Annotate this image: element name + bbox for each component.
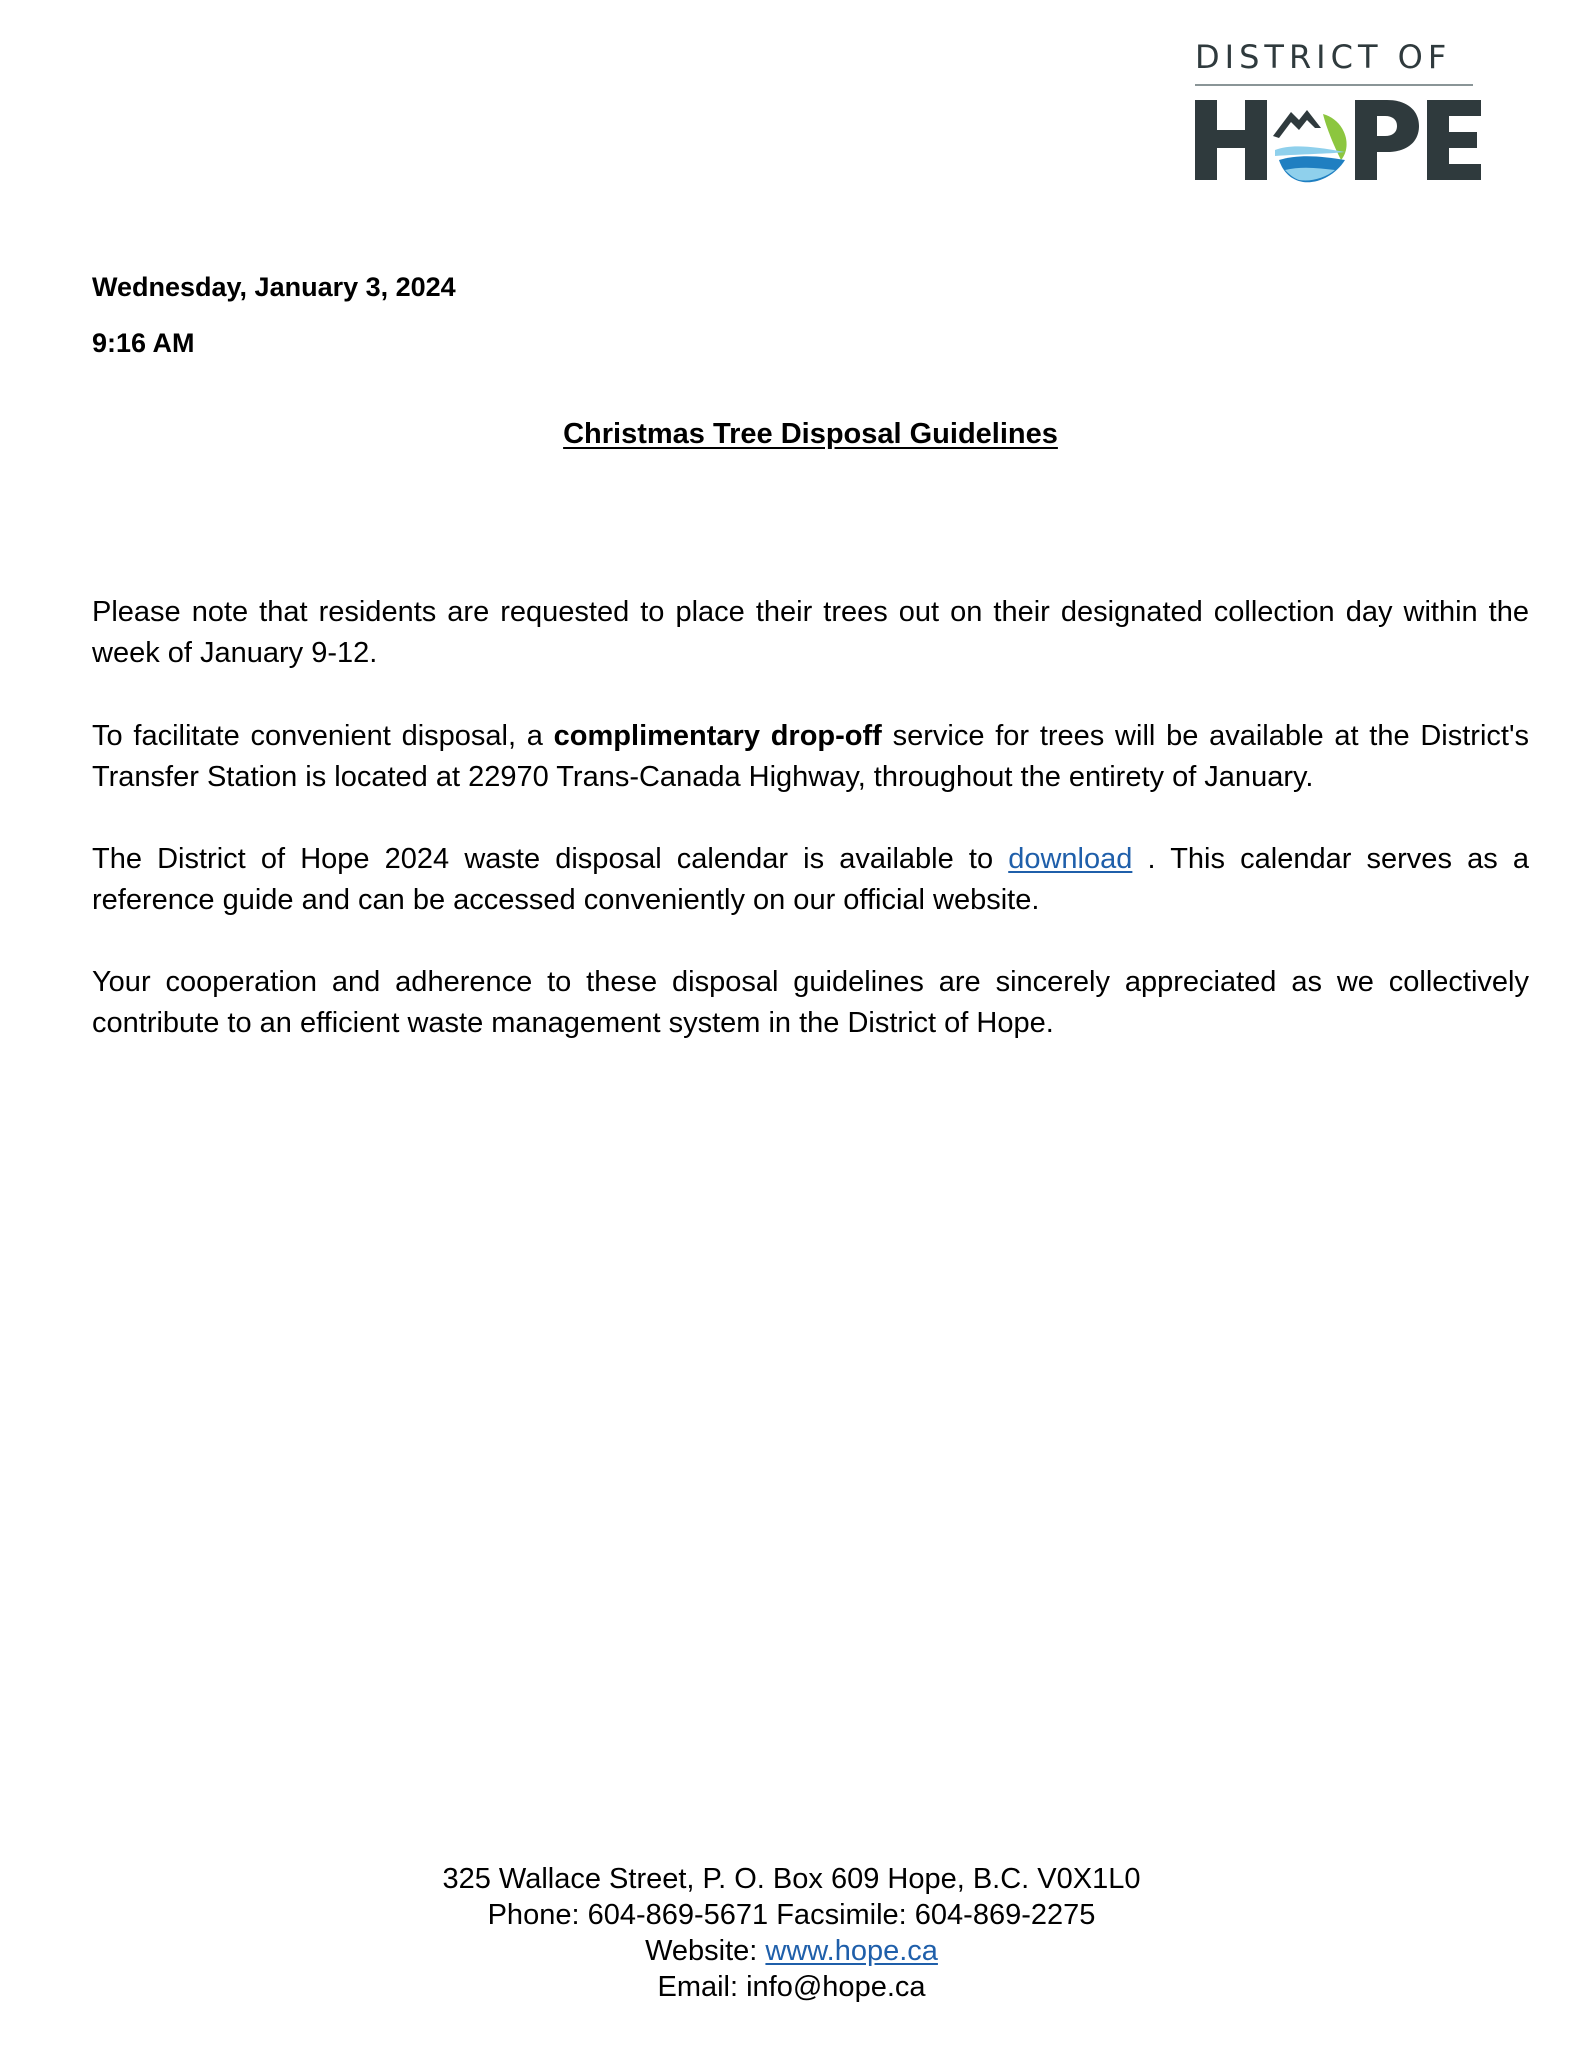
- footer-contact-info: [0, 1861, 1583, 2005]
- notice-time: 9:16 AM: [92, 328, 195, 358]
- footer-address: 325 Wallace Street, P. O. Box 609 Hope, B.C. V0X1L0: [442, 1863, 1141, 1895]
- logo-divider: [1195, 84, 1473, 86]
- complimentary-drop-off-emphasis: complimentary drop-off: [553, 720, 882, 752]
- footer-website: [0, 1933, 1583, 1969]
- notice-date: Wednesday, January 3, 2024: [92, 272, 456, 302]
- logo-hope-wordmark: [1195, 94, 1485, 186]
- download-calendar-link[interactable]: download: [1008, 843, 1133, 875]
- website-link[interactable]: www.hope.ca: [765, 1935, 938, 1967]
- footer-phone: Phone: 604-869-5671 Facsimile: 604-869-2275: [487, 1899, 1096, 1931]
- logo-top-text: DISTRICT OF: [1195, 38, 1452, 76]
- paragraph-calendar: [92, 839, 1529, 921]
- paragraph-calendar-text-end: . This calendar serves as a reference guide and can be accessed conveniently on our official website.: [92, 843, 1529, 916]
- paragraph-collection-day: Please note that residents are requested to place their trees out on their designated collection day within the week of January 9-12.: [92, 596, 1529, 669]
- district-of-hope-logo: [1195, 38, 1485, 188]
- paragraph-drop-off-text-end: service for trees will be available at the District's Transfer Station is located at 22970 Trans-Canada Highway, throughout the entirety of January.: [92, 720, 1529, 793]
- paragraph-calendar-text-start: The District of Hope 2024 waste disposal calendar is available to: [92, 843, 1009, 875]
- paragraph-cooperation: Your cooperation and adherence to these disposal guidelines are sincerely appreciated as we collectively contribute to an efficient waste management system in the District of Hope.: [92, 966, 1529, 1039]
- footer-website-label: Website:: [645, 1935, 766, 1967]
- footer-email: Email: info@hope.ca: [657, 1971, 926, 2003]
- page-title: Christmas Tree Disposal Guidelines: [563, 418, 1058, 450]
- paragraph-drop-off-text-start: To facilitate convenient disposal, a: [92, 720, 554, 752]
- paragraph-drop-off: [92, 716, 1529, 798]
